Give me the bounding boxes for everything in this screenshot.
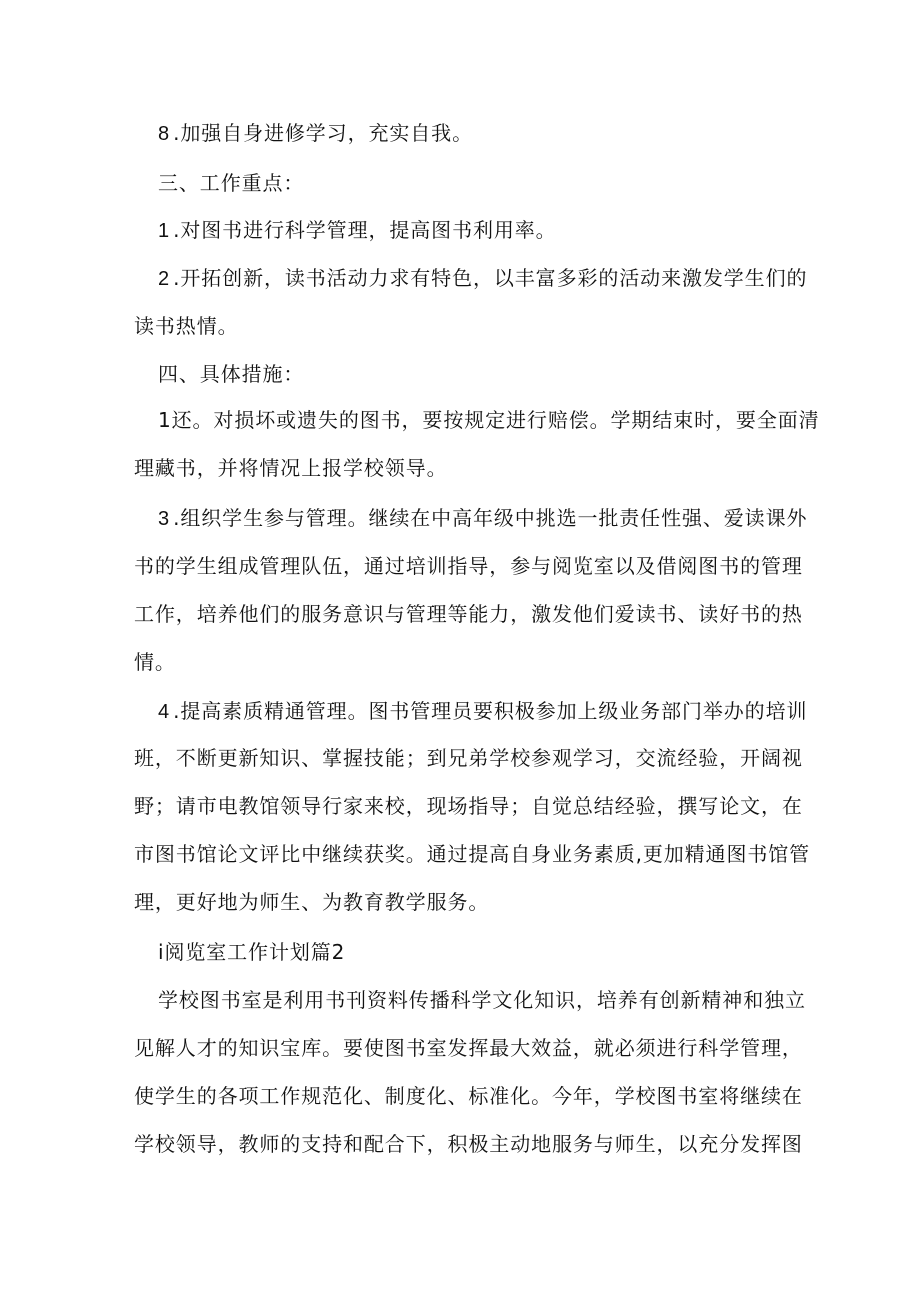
line-text: 四、具体措施： — [158, 362, 305, 386]
text-line — [134, 454, 920, 482]
text-line — [134, 600, 920, 628]
text-line — [158, 986, 920, 1014]
text-line — [158, 697, 920, 726]
line-text: 市图书馆论文评比中继续获奖。通过提高自身业务素质,更加精通图书馆管 — [134, 842, 811, 866]
text-line — [158, 504, 920, 533]
text-line — [134, 840, 920, 868]
text-line — [134, 1082, 920, 1110]
line-text: i阅览室工作计划篇2 — [158, 940, 346, 964]
item-number: 8 — [158, 123, 170, 145]
text-line — [134, 1130, 920, 1158]
text-line — [134, 1034, 920, 1062]
section-heading — [158, 360, 920, 388]
line-text: .提高素质精通管理。图书管理员要积极参加上级业务部门举办的培训 — [173, 699, 808, 723]
line-text: 学校领导，教师的支持和配合下，积极主动地服务与师生，以充分发挥图 — [134, 1132, 803, 1156]
line-text: 工作，培养他们的服务意识与管理等能力，激发他们爱读书、读好书的热 — [134, 602, 803, 626]
section-heading — [158, 169, 920, 197]
line-text: 三、工作重点： — [158, 171, 305, 195]
text-line — [134, 744, 920, 772]
text-line — [134, 552, 920, 580]
item-number: 1 — [158, 220, 170, 242]
section-heading — [158, 938, 920, 966]
item-number: 3 — [158, 508, 170, 530]
line-text: 情。 — [134, 650, 176, 674]
line-text: 理，更好地为师生、为教育教学服务。 — [134, 890, 490, 914]
text-line — [158, 216, 920, 245]
line-text: 学校图书室是利用书刊资料传播科学文化知识，培养有创新精神和独立 — [158, 988, 806, 1012]
line-text: .对图书进行科学管理，提高图书利用率。 — [173, 218, 557, 242]
text-line — [158, 264, 920, 293]
line-text: 理藏书，并将情况上报学校领导。 — [134, 456, 448, 480]
line-text: .开拓创新，读书活动力求有特色，以丰富多彩的活动来激发学生们的 — [173, 266, 808, 290]
item-number: 2 — [158, 268, 170, 290]
line-text: 见解人才的知识宝库。要使图书室发挥最大效益，就必须进行科学管理， — [134, 1036, 803, 1060]
line-text: 书的学生组成管理队伍，通过培训指导，参与阅览室以及借阅图书的管理 — [134, 554, 803, 578]
line-text: .加强自身进修学习，充实自我。 — [173, 121, 473, 145]
text-line — [134, 888, 920, 916]
text-line — [158, 119, 920, 148]
text-line — [134, 792, 920, 820]
text-line — [158, 406, 920, 434]
line-text: .组织学生参与管理。继续在中高年级中挑选一批责任性强、爱读课外 — [173, 506, 808, 530]
line-text: 使学生的各项工作规范化、制度化、标准化。今年，学校图书室将继续在 — [134, 1084, 803, 1108]
line-text: 读书热情。 — [134, 314, 239, 338]
text-line — [134, 648, 920, 676]
item-number: 4 — [158, 701, 170, 723]
text-line — [134, 312, 920, 340]
line-text: 班，不断更新知识、掌握技能；到兄弟学校参观学习，交流经验，开阔视 — [134, 746, 803, 770]
line-text: 1还。对损坏或遗失的图书，要按规定进行赔偿。学期结束时，要全面清 — [158, 408, 820, 432]
line-text: 野；请市电教馆领导行家来校，现场指导；自觉总结经验，撰写论文，在 — [134, 794, 803, 818]
